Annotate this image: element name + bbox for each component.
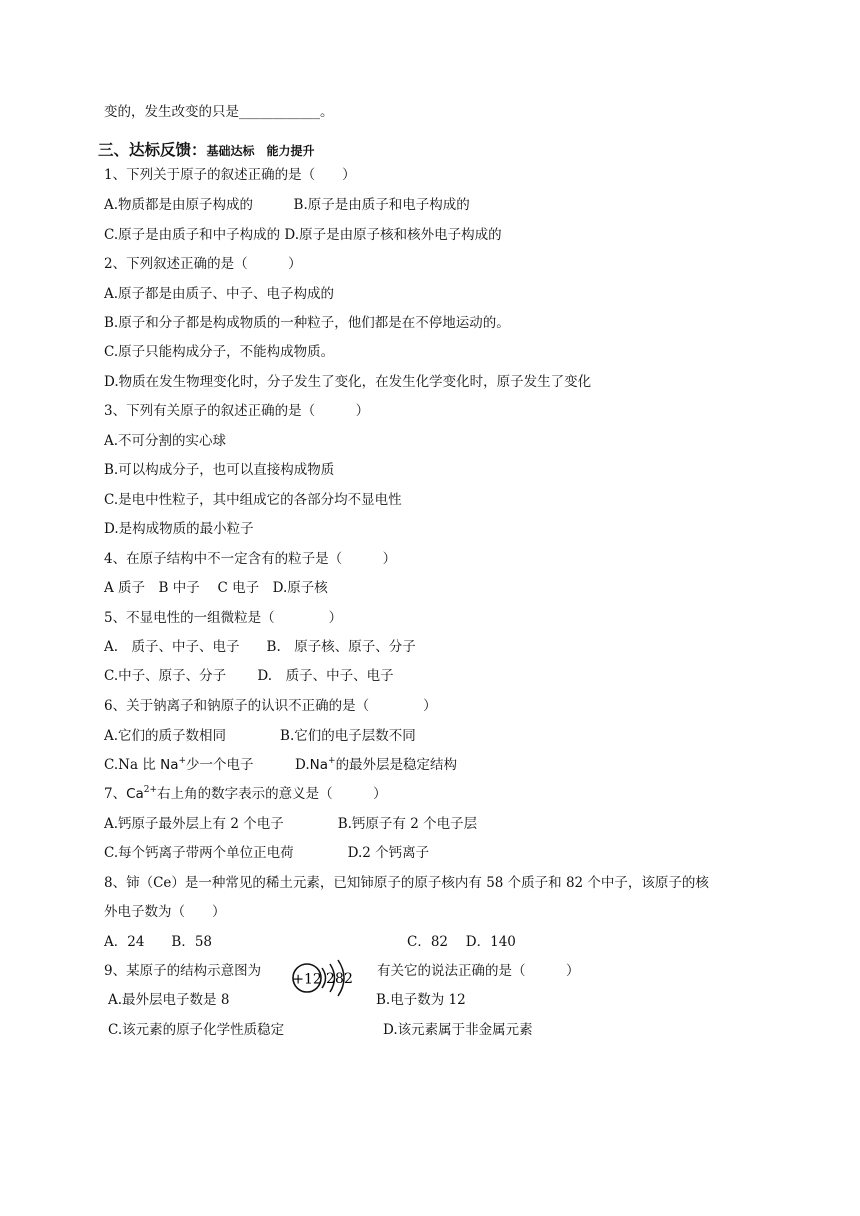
- q6-d-charge: +: [328, 756, 336, 766]
- q8-stem-line1: 8、铈（Ce）是一种常见的稀土元素，已知铈原子的原子核内有 58 个质子和 82 个中子，该原子的核: [104, 875, 709, 891]
- q7-stem: [104, 784, 387, 804]
- q4-options: A 质子 B 中子 C 电子 D.原子核: [104, 580, 328, 596]
- section-subtitle: 基础达标 能力提升: [206, 144, 315, 158]
- q6-stem: 6、关于钠离子和钠原子的认识不正确的是（ ）: [104, 698, 437, 714]
- q7-ion: Ca: [126, 786, 144, 802]
- q5-options-ab: A. 质子、中子、电子 B. 原子核、原子、分子: [104, 639, 416, 655]
- q7-options-cd: C.每个钙离子带两个单位正电荷 D.2 个钙离子: [104, 845, 430, 861]
- section-heading: [98, 140, 315, 161]
- q7-stem-suffix: 右上角的数字表示的意义是（ ）: [157, 786, 387, 802]
- q6-c-charge: +: [178, 756, 187, 766]
- q8-options-cd: C．82 D．140: [407, 934, 516, 950]
- q5-stem: 5、不显电性的一组微粒是（ ）: [104, 610, 343, 626]
- atom-structure-diagram: [285, 955, 365, 1001]
- q2-option-a: A.原子都是由质子、中子、电子构成的: [104, 286, 335, 302]
- q6-option-d: [295, 755, 457, 775]
- q4-stem: 4、在原子结构中不一定含有的粒子是（ ）: [104, 551, 397, 567]
- q9-option-a: A.最外层电子数是 8: [108, 992, 230, 1008]
- q6-option-c: [104, 755, 254, 775]
- q6-c-ion: Na: [160, 757, 179, 773]
- shell-arc-1: [322, 968, 326, 988]
- q9-stem-suffix: 有关它的说法正确的是（ ）: [377, 963, 580, 979]
- q3-option-c: C.是电中性粒子，其中组成它的各部分均不显电性: [104, 492, 402, 508]
- q6-c-suffix: 少一个电子: [186, 757, 254, 773]
- q2-option-d: D.物质在发生物理变化时，分子发生了变化，在发生化学变化时，原子发生了变化: [104, 374, 592, 390]
- intro-line: 变的，发生改变的只是____________。: [104, 104, 334, 120]
- q1-options-ab: A.物质都是由原子构成的 B.原子是由质子和电子构成的: [104, 197, 470, 213]
- q6-d-prefix: D.: [295, 757, 310, 773]
- q6-options-ab: A.它们的质子数相同 B.它们的电子层数不同: [104, 728, 416, 744]
- q7-charge: 2+: [143, 785, 158, 795]
- q2-option-c: C.原子只能构成分子，不能构成物质。: [104, 344, 335, 360]
- q3-option-a: A.不可分割的实心球: [104, 433, 227, 449]
- q9-option-c: C.该元素的原子化学性质稳定: [108, 1022, 285, 1038]
- q6-c-prefix: C.Na 比: [104, 757, 161, 773]
- q9-option-d: D.该元素属于非金属元素: [383, 1022, 533, 1038]
- q6-d-ion: Na: [309, 757, 329, 773]
- q1-stem: 1、下列关于原子的叙述正确的是（ ）: [104, 167, 356, 183]
- shell-3-count: 2: [344, 971, 353, 987]
- q3-option-b: B.可以构成分子，也可以直接构成物质: [104, 462, 335, 478]
- q1-options-cd: C.原子是由质子和中子构成的 D.原子是由原子核和核外电子构成的: [104, 227, 502, 243]
- q2-option-b: B.原子和分子都是构成物质的一种粒子，他们都是在不停地运动的。: [104, 315, 510, 331]
- shell-2-count: 8: [335, 971, 344, 987]
- q8-stem-line2: 外电子数为（ ）: [104, 904, 226, 920]
- q3-stem: 3、下列有关原子的叙述正确的是（ ）: [104, 403, 370, 419]
- q8-options-ab: A．24 B．58: [104, 934, 213, 950]
- q7-options-ab: A.钙原子最外层上有 2 个电子 B.钙原子有 2 个电子层: [104, 816, 478, 832]
- q6-d-suffix: 的最外层是稳定结构: [335, 757, 458, 773]
- q7-number: 7、: [104, 786, 127, 802]
- q2-stem: 2、下列叙述正确的是（ ）: [104, 256, 302, 272]
- nucleus-charge: +12: [292, 971, 322, 988]
- q5-options-cd: C.中子、原子、分子 D. 质子、中子、电子: [104, 668, 394, 684]
- section-title: 三、达标反馈：: [98, 141, 207, 159]
- q9-stem-prefix: 9、某原子的结构示意图为: [104, 963, 262, 979]
- q9-option-b: B.电子数为 12: [376, 992, 466, 1008]
- shell-1-count: 2: [326, 971, 335, 987]
- q3-option-d: D.是构成物质的最小粒子: [104, 521, 254, 537]
